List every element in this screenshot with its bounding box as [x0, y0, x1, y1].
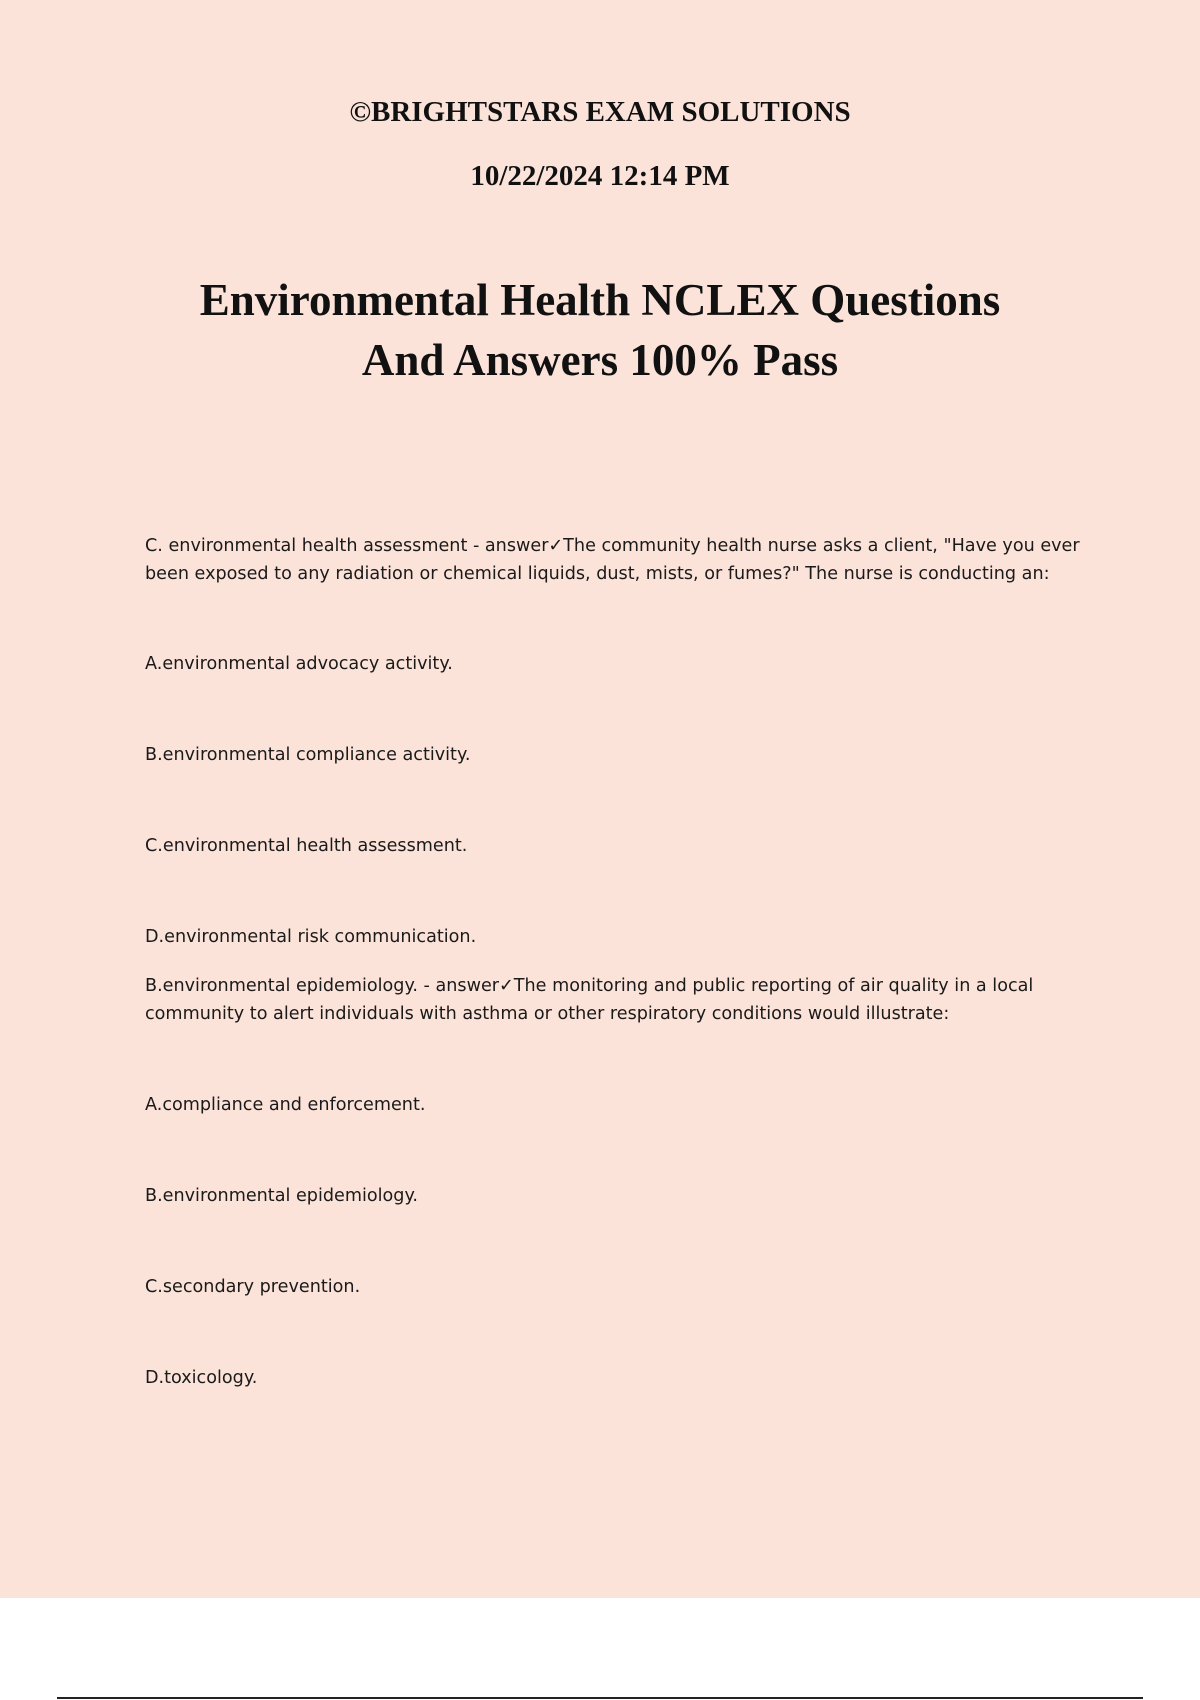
document-title: [100, 270, 1100, 390]
question-text: C. environmental health assessment - answer✓The community health nurse asks a client, "Have you ever been exposed to any radiation or chemical liquids, dust, mists, or fumes?" The nurse is conducting an:: [145, 536, 1080, 584]
question-block: [145, 972, 1080, 1392]
brand-header: ©BRIGHTSTARS EXAM SOLUTIONS: [349, 96, 851, 128]
answer-option-d: D.environmental risk communication.: [145, 927, 477, 947]
answer-option-d: D.toxicology.: [145, 1368, 258, 1388]
title-line-1: Environmental Health NCLEX Questions: [199, 275, 1001, 325]
answer-option-b: B.environmental epidemiology.: [145, 1186, 418, 1206]
answer-option-a: A.compliance and enforcement.: [145, 1095, 426, 1115]
question-text: B.environmental epidemiology. - answer✓The monitoring and public reporting of air quality in a local community to alert individuals with asthma or other respiratory conditions would illustrate:: [145, 976, 1034, 1024]
answer-option-c: C.environmental health assessment.: [145, 836, 468, 856]
answer-option-b: B.environmental compliance activity.: [145, 745, 471, 765]
title-line-2: And Answers 100% Pass: [361, 335, 839, 385]
page-divider: [57, 1697, 1143, 1699]
question-list: [145, 532, 1080, 1455]
timestamp: 10/22/2024 12:14 PM: [470, 160, 730, 192]
answer-option-c: C.secondary prevention.: [145, 1277, 361, 1297]
answer-option-a: A.environmental advocacy activity.: [145, 654, 453, 674]
question-block: [145, 532, 1080, 951]
